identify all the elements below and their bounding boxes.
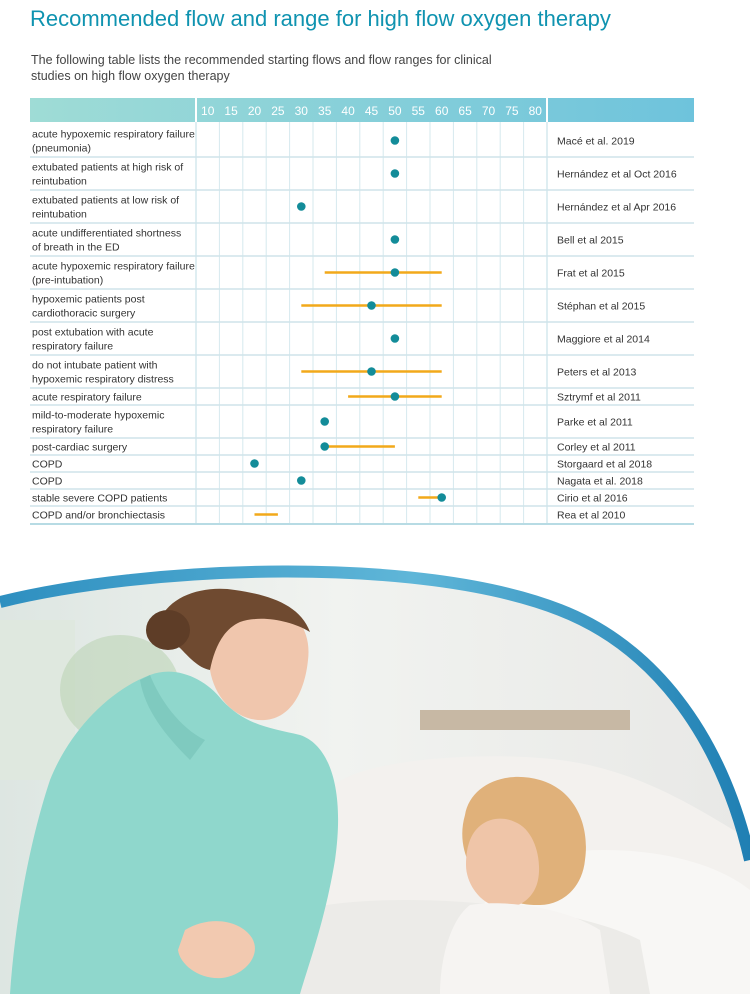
row-label: do not intubate patient with	[32, 359, 158, 372]
starting-flow-dot	[391, 136, 400, 145]
starting-flow-dot	[297, 476, 306, 485]
row-label: of breath in the ED	[32, 241, 120, 254]
row-label: (pneumonia)	[32, 142, 91, 155]
x-tick-label: 65	[458, 104, 472, 118]
row-label: mild-to-moderate hypoxemic	[32, 409, 165, 422]
starting-flow-dot	[391, 392, 400, 401]
x-tick-label: 75	[505, 104, 519, 118]
x-tick-label: 50	[388, 104, 402, 118]
x-tick-label: 15	[224, 104, 238, 118]
row-label: hypoxemic patients post	[32, 293, 145, 306]
x-tick-label: 10	[201, 104, 215, 118]
page-title: Recommended flow and range for high flow oxygen therapy	[30, 6, 611, 31]
starting-flow-dot	[367, 301, 376, 310]
x-tick-label: 55	[411, 104, 425, 118]
starting-flow-dot	[391, 235, 400, 244]
x-tick-label: 30	[294, 104, 308, 118]
row-reference: Storgaard et al 2018	[557, 458, 653, 471]
row-label: extubated patients at low risk of	[32, 194, 180, 207]
row-label: respiratory failure	[32, 340, 114, 353]
row-label: respiratory failure	[32, 423, 114, 436]
x-tick-label: 20	[247, 104, 262, 118]
row-reference: Maggiore et al 2014	[557, 333, 650, 346]
starting-flow-dot	[391, 169, 400, 178]
row-reference: Macé et al. 2019	[557, 135, 635, 148]
starting-flow-dot	[391, 334, 400, 343]
starting-flow-dot	[437, 493, 446, 502]
row-reference: Rea et al 2010	[557, 509, 626, 522]
starting-flow-dot	[391, 268, 400, 277]
page-subtitle: The following table lists the recommended starting flows and flow ranges for clinical studies on high flow oxygen therapy	[31, 53, 492, 83]
row-label: hypoxemic respiratory distress	[32, 373, 174, 386]
row-label: reintubation	[32, 208, 87, 221]
row-label: COPD	[32, 458, 63, 471]
row-reference: Hernández et al Apr 2016	[557, 201, 677, 214]
starting-flow-dot	[320, 417, 329, 426]
row-reference: Parke et al 2011	[557, 416, 633, 429]
x-tick-label: 80	[528, 104, 542, 118]
row-label: acute undifferentiated shortness	[32, 227, 182, 240]
chart-header-band	[30, 98, 694, 122]
row-label: COPD and/or bronchiectasis	[32, 509, 166, 522]
row-reference: Hernández et al Oct 2016	[557, 168, 677, 181]
row-reference: Peters et al 2013	[557, 366, 637, 379]
x-tick-label: 35	[318, 104, 332, 118]
row-label: acute respiratory failure	[32, 391, 142, 404]
row-reference: Frat et al 2015	[557, 267, 625, 280]
starting-flow-dot	[367, 367, 376, 376]
x-tick-label: 25	[271, 104, 285, 118]
row-label: reintubation	[32, 175, 87, 188]
row-label: stable severe COPD patients	[32, 492, 168, 505]
row-reference: Sztrymf et al 2011	[557, 391, 641, 404]
starting-flow-dot	[250, 459, 259, 468]
row-reference: Bell et al 2015	[557, 234, 624, 247]
row-reference: Corley et al 2011	[557, 441, 636, 454]
row-reference: Stéphan et al 2015	[557, 300, 646, 313]
row-label: cardiothoracic surgery	[32, 307, 136, 320]
x-tick-label: 60	[435, 104, 449, 118]
row-label: (pre-intubation)	[32, 274, 104, 287]
nurse-patient-photo	[0, 560, 750, 994]
row-label: acute hypoxemic respiratory failure	[32, 128, 195, 141]
row-label: COPD	[32, 475, 63, 488]
x-tick-label: 70	[481, 104, 496, 118]
x-tick-label: 40	[341, 104, 355, 118]
row-label: acute hypoxemic respiratory failure	[32, 260, 195, 273]
row-reference: Nagata et al. 2018	[557, 475, 643, 488]
row-reference: Cirio et al 2016	[557, 492, 628, 505]
row-label: extubated patients at high risk of	[32, 161, 184, 174]
row-label: post extubation with acute	[32, 326, 154, 339]
starting-flow-dot	[297, 202, 306, 211]
x-tick-label: 45	[364, 104, 379, 118]
row-label: post-cardiac surgery	[32, 441, 128, 454]
starting-flow-dot	[320, 442, 329, 451]
